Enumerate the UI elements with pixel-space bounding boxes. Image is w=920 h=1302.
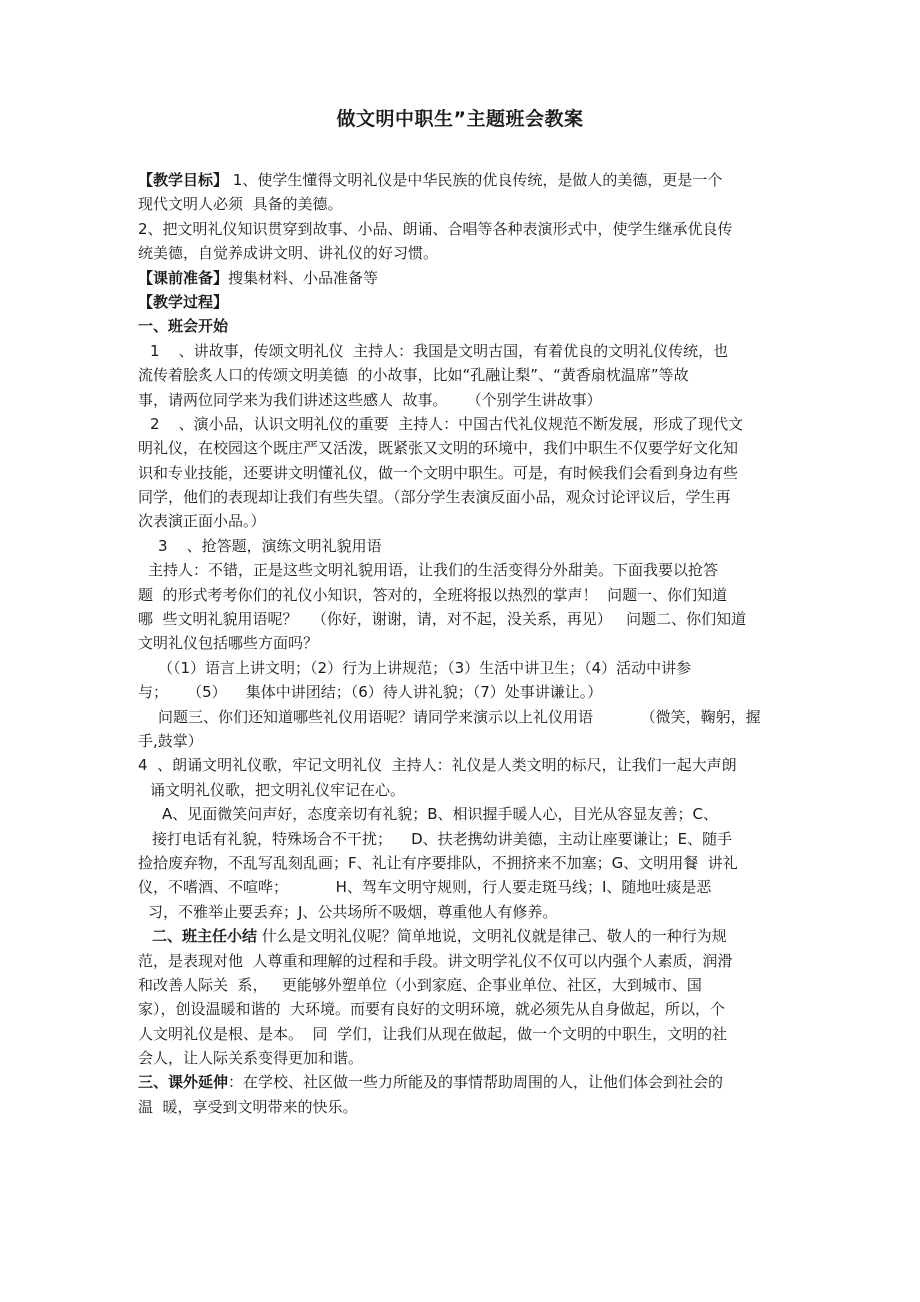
body-text: 习，不雅举止要丢弃；J、公共场所不吸烟，尊重他人有修养。 bbox=[148, 902, 558, 921]
body-text: 同学，他们的表现却让我们有些失望。（部分学生表演反面小品，观众讨论评议后，学生再 bbox=[138, 488, 731, 507]
text-line bbox=[138, 388, 788, 412]
text-line bbox=[138, 485, 788, 509]
text-line bbox=[138, 949, 788, 973]
body-text: 明礼仪，在校园这个既庄严又活泼，既紧张又文明的环境中，我们中职生不仅要学好文化知 bbox=[138, 439, 739, 458]
body-text: A、见面微笑问声好，态度亲切有礼貌；B、相识握手暖人心，目光从容显友善；C、 bbox=[162, 805, 719, 824]
body-text: 事，请两位同学来为我们讲述这些感人 故事。 （个别学生讲故事） bbox=[138, 390, 602, 409]
body-text: 流传着脍炙人口的传颂文明美德 的小故事，比如“孔融让梨”、“黄香扇枕温席”等故 bbox=[138, 366, 689, 385]
body-text: 问题三、你们还知道哪些礼仪用语呢？请同学来演示以上礼仪用语 （微笑，鞠躬，握 bbox=[158, 707, 761, 726]
text-line bbox=[138, 729, 788, 753]
body-text: 捡拾废弃物，不乱写乱刻乱画；F、礼让有序要排队，不拥挤来不加塞；G、文明用餐 讲礼 bbox=[138, 853, 738, 872]
text-line bbox=[138, 558, 788, 582]
text-line bbox=[138, 363, 788, 387]
text-line bbox=[138, 705, 788, 729]
body-text: 范，是表现对他 人尊重和理解的过程和手段。讲文明学礼仪不仅可以内强个人素质，润滑 bbox=[138, 951, 733, 970]
text-line bbox=[138, 241, 788, 265]
text-line bbox=[138, 461, 788, 485]
body-text: 2、把文明礼仪知识贯穿到故事、小品、朗诵、合唱等各种表演形式中，使学生继承优良传 bbox=[138, 219, 733, 238]
text-line bbox=[138, 827, 788, 851]
body-text: 家），创设温暖和谐的 大环境。而要有良好的文明环境，就必须先从自身做起，所以，个 bbox=[138, 1000, 726, 1019]
text-line bbox=[138, 436, 788, 460]
body-text: 文明礼仪包括哪些方面吗？ bbox=[138, 634, 319, 653]
text-line bbox=[138, 778, 788, 802]
page-title: 做文明中职生”主题班会教案 bbox=[336, 108, 584, 130]
body-text: 和改善人际关 系， 更能够外塑单位（小到家庭、企事业单位、社区，大到城市、国 bbox=[138, 975, 702, 994]
section-heading: 【教学目标】 bbox=[138, 171, 229, 189]
text-line bbox=[138, 1022, 788, 1046]
text-line bbox=[138, 509, 788, 533]
section-heading: 三、课外延伸 bbox=[138, 1073, 229, 1092]
body-text: 什么是文明礼仪呢？简单地说，文明礼仪就是律己、敬人的一种行为规 bbox=[257, 927, 727, 946]
section-heading: 【教学过程】 bbox=[138, 292, 229, 311]
body-text: 主持人：不错，正是这些文明礼貌用语，让我们的生活变得分外甜美。下面我要以抢答 bbox=[148, 561, 719, 580]
text-line bbox=[138, 802, 788, 826]
body-text: 4 、朗诵文明礼仪歌，牢记文明礼仪 主持人：礼仪是人类文明的标尺，让我们一起大声朗 bbox=[138, 756, 737, 775]
text-line bbox=[138, 217, 788, 241]
body-text: 接打电话有礼貌，特殊场合不干扰； D、扶老携幼讲美德，主动让座要谦让；E、随手 bbox=[152, 829, 733, 848]
text-line bbox=[138, 753, 788, 777]
body-text: ：在学校、社区做一些力所能及的事情帮助周围的人，让他们体会到社会的 bbox=[228, 1073, 724, 1092]
body-text: 次表演正面小品。） bbox=[138, 512, 266, 531]
text-line bbox=[138, 583, 788, 607]
text-line bbox=[138, 168, 788, 192]
document-body bbox=[138, 168, 788, 1119]
text-line bbox=[138, 680, 788, 704]
body-text: 3 、抢答题，演练文明礼貌用语 bbox=[158, 536, 382, 555]
body-text: 温 暖，享受到文明带来的快乐。 bbox=[138, 1097, 358, 1116]
text-line bbox=[138, 875, 788, 899]
text-line bbox=[138, 900, 788, 924]
body-text: 统美德，自觉养成讲文明、讲礼仪的好习惯。 bbox=[138, 244, 439, 263]
body-text: 2 、演小品，认识文明礼仪的重要 主持人：中国古代礼仪规范不断发展，形成了现代文 bbox=[150, 414, 744, 433]
text-line bbox=[138, 290, 788, 314]
body-text: 手,鼓掌） bbox=[138, 731, 203, 750]
section-heading: 二、班主任小结 bbox=[152, 927, 258, 946]
body-text: 识和专业技能，还要讲文明懂礼仪，做一个文明中职生。可是，有时候我们会看到身边有些 bbox=[138, 463, 739, 482]
body-text: 与； （5） 集体中讲团结；（6）待人讲礼貌；（7）处事讲谦让。） bbox=[138, 683, 603, 702]
body-text: 1 、讲故事，传颂文明礼仪 主持人：我国是文明古国，有着优良的文明礼仪传统，也 bbox=[150, 341, 729, 360]
section-heading: 一、班会开始 bbox=[138, 317, 229, 336]
text-line bbox=[138, 997, 788, 1021]
body-text: 题 的形式考考你们的礼仪小知识，答对的，全班将报以热烈的掌声！ 问题一、你们知道 bbox=[138, 585, 728, 604]
text-line bbox=[138, 412, 788, 436]
text-line bbox=[138, 534, 788, 558]
text-line bbox=[138, 1046, 788, 1070]
body-text: 搜集材料、小品准备等 bbox=[228, 268, 379, 287]
body-text: 哪 些文明礼貌用语呢？ （你好，谢谢，请，对不起，没关系，再见） 问题二、你们知道 bbox=[138, 610, 747, 629]
text-line bbox=[138, 339, 788, 363]
text-line bbox=[138, 851, 788, 875]
body-text: 诵文明礼仪歌，把文明礼仪牢记在心。 bbox=[150, 780, 406, 799]
text-line bbox=[138, 314, 788, 338]
body-text: 1、使学生懂得文明礼仪是中华民族的优良传统，是做人的美德，更是一个 bbox=[228, 171, 723, 189]
text-line bbox=[138, 1070, 788, 1094]
section-heading: 【课前准备】 bbox=[138, 268, 229, 287]
text-line bbox=[138, 1095, 788, 1119]
body-text: 现代文明人必须 具备的美德。 bbox=[138, 195, 343, 214]
text-line bbox=[138, 607, 788, 631]
body-text: 仪，不嗜酒、不喧哗； H、驾车文明守规则，行人要走斑马线；I、随地吐痰是恶 bbox=[138, 878, 712, 897]
text-line bbox=[138, 266, 788, 290]
body-text: （（1）语言上讲文明；（2）行为上讲规范；（3）生活中讲卫生；（4）活动中讲参 bbox=[158, 658, 692, 677]
text-line bbox=[138, 924, 788, 948]
body-text: 人文明礼仪是根、是本。 同 学们，让我们从现在做起，做一个文明的中职生，文明的社 bbox=[138, 1024, 728, 1043]
text-line bbox=[138, 631, 788, 655]
text-line bbox=[138, 656, 788, 680]
body-text: 会人，让人际关系变得更加和谐。 bbox=[138, 1049, 364, 1068]
text-line bbox=[138, 192, 788, 216]
text-line bbox=[138, 973, 788, 997]
